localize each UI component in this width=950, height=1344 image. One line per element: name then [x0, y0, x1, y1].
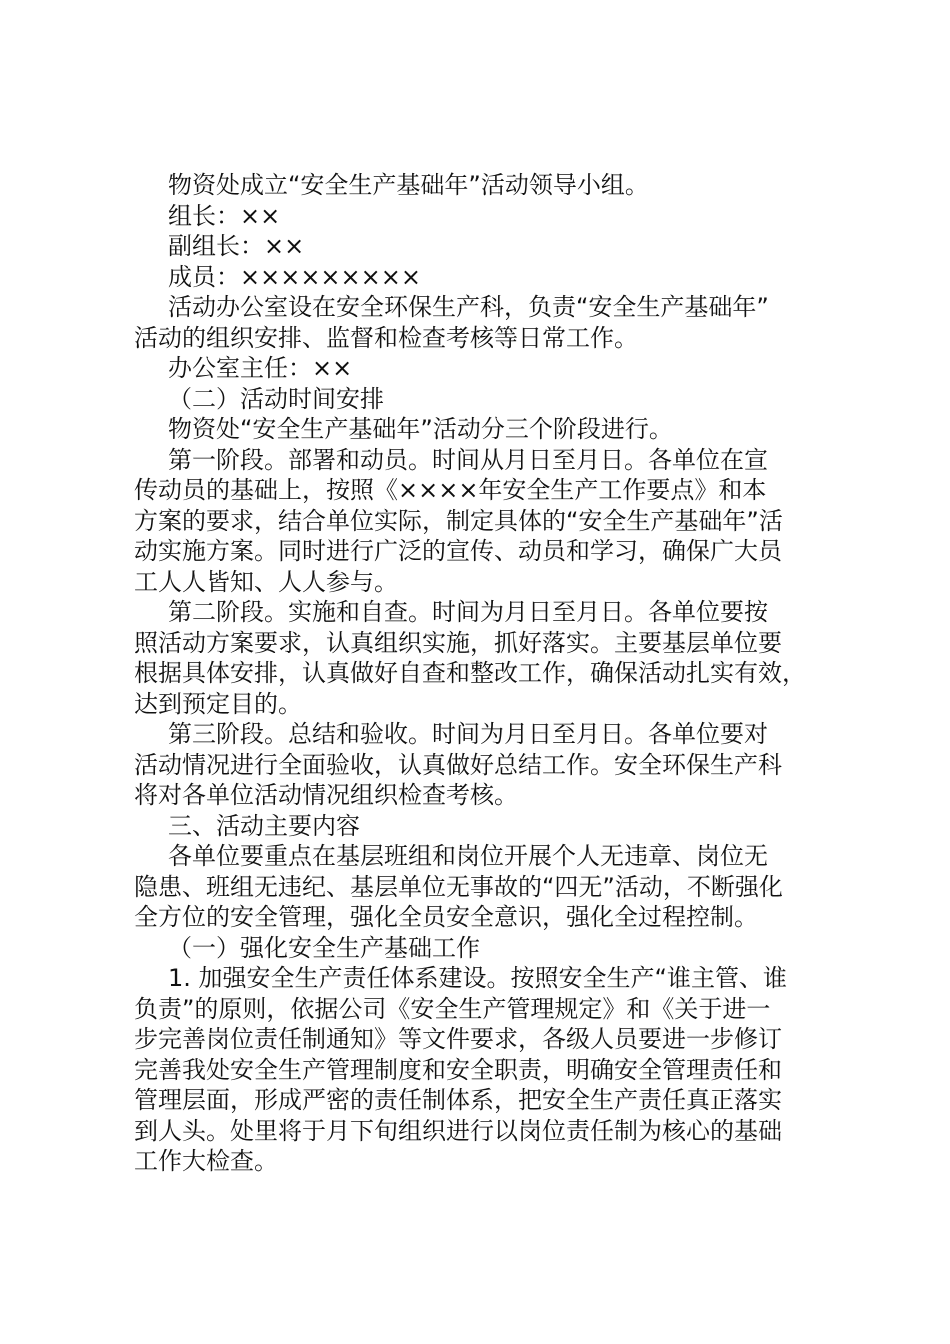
text-line: 将对各单位活动情况组织检查考核。: [134, 781, 518, 809]
text-line: 各单位要重点在基层班组和岗位开展个人无违章、岗位无: [168, 842, 768, 870]
text-line: 副组长：××: [168, 232, 305, 260]
text-line: 全方位的安全管理，强化全员安全意识，强化全过程控制。: [134, 903, 758, 931]
text-line: 工作大检查。: [134, 1147, 278, 1175]
text-line: 完善我处安全生产管理制度和安全职责，明确安全管理责任和: [134, 1055, 782, 1084]
section-heading: （二）活动时间安排: [168, 384, 384, 413]
text-line: 办公室主任：××: [168, 354, 353, 382]
text-line: 隐患、班组无违纪、基层单位无事故的“四无”活动，不断强化: [134, 872, 783, 901]
text-line: 到人头。处里将于月下旬组织进行以岗位责任制为核心的基础: [134, 1116, 782, 1145]
text-line: 物资处“安全生产基础年”活动分三个阶段进行。: [168, 415, 673, 443]
section-heading: （一）强化安全生产基础工作: [168, 933, 480, 962]
text-line: 方案的要求，结合单位实际，制定具体的“安全生产基础年”活: [134, 506, 783, 535]
text-line: 根据具体安排，认真做好自查和整改工作，确保活动扎实有效，: [134, 659, 806, 687]
text-line: 活动的组织安排、监督和检查考核等日常工作。: [134, 323, 638, 352]
text-line: 传动员的基础上，按照《××××年安全生产工作要点》和本: [134, 476, 767, 504]
text-line: 照活动方案要求，认真组织实施，抓好落实。主要基层单位要: [134, 628, 782, 657]
text-line: 第一阶段。部署和动员。时间从月日至月日。各单位在宣: [168, 445, 768, 474]
text-line: 负责”的原则，依据公司《安全生产管理规定》和《关于进一: [134, 994, 771, 1023]
text-line: 组长：××: [168, 201, 281, 230]
text-line: 1. 加强安全生产责任体系建设。按照安全生产“谁主管、谁: [168, 964, 787, 992]
text-line: 第二阶段。实施和自查。时间为月日至月日。各单位要按: [168, 598, 768, 626]
text-line: 活动办公室设在安全环保生产科，负责“安全生产基础年”: [168, 293, 769, 321]
document-body: [134, 170, 834, 1177]
text-line: 管理层面，形成严密的责任制体系，把安全生产责任真正落实: [134, 1086, 782, 1114]
text-line: 成员：×××××××××: [168, 262, 421, 291]
text-line: 工人人皆知、人人参与。: [134, 567, 398, 596]
section-heading: 三、活动主要内容: [168, 811, 360, 840]
text-line: 达到预定目的。: [134, 689, 302, 718]
text-line: 活动情况进行全面验收，认真做好总结工作。安全环保生产科: [134, 750, 782, 779]
text-line: 物资处成立“安全生产基础年”活动领导小组。: [168, 171, 649, 199]
text-line: 动实施方案。同时进行广泛的宣传、动员和学习，确保广大员: [134, 537, 782, 565]
text-line: 步完善岗位责任制通知》等文件要求，各级人员要进一步修订: [134, 1025, 782, 1053]
text-line: 第三阶段。总结和验收。时间为月日至月日。各单位要对: [168, 720, 768, 748]
